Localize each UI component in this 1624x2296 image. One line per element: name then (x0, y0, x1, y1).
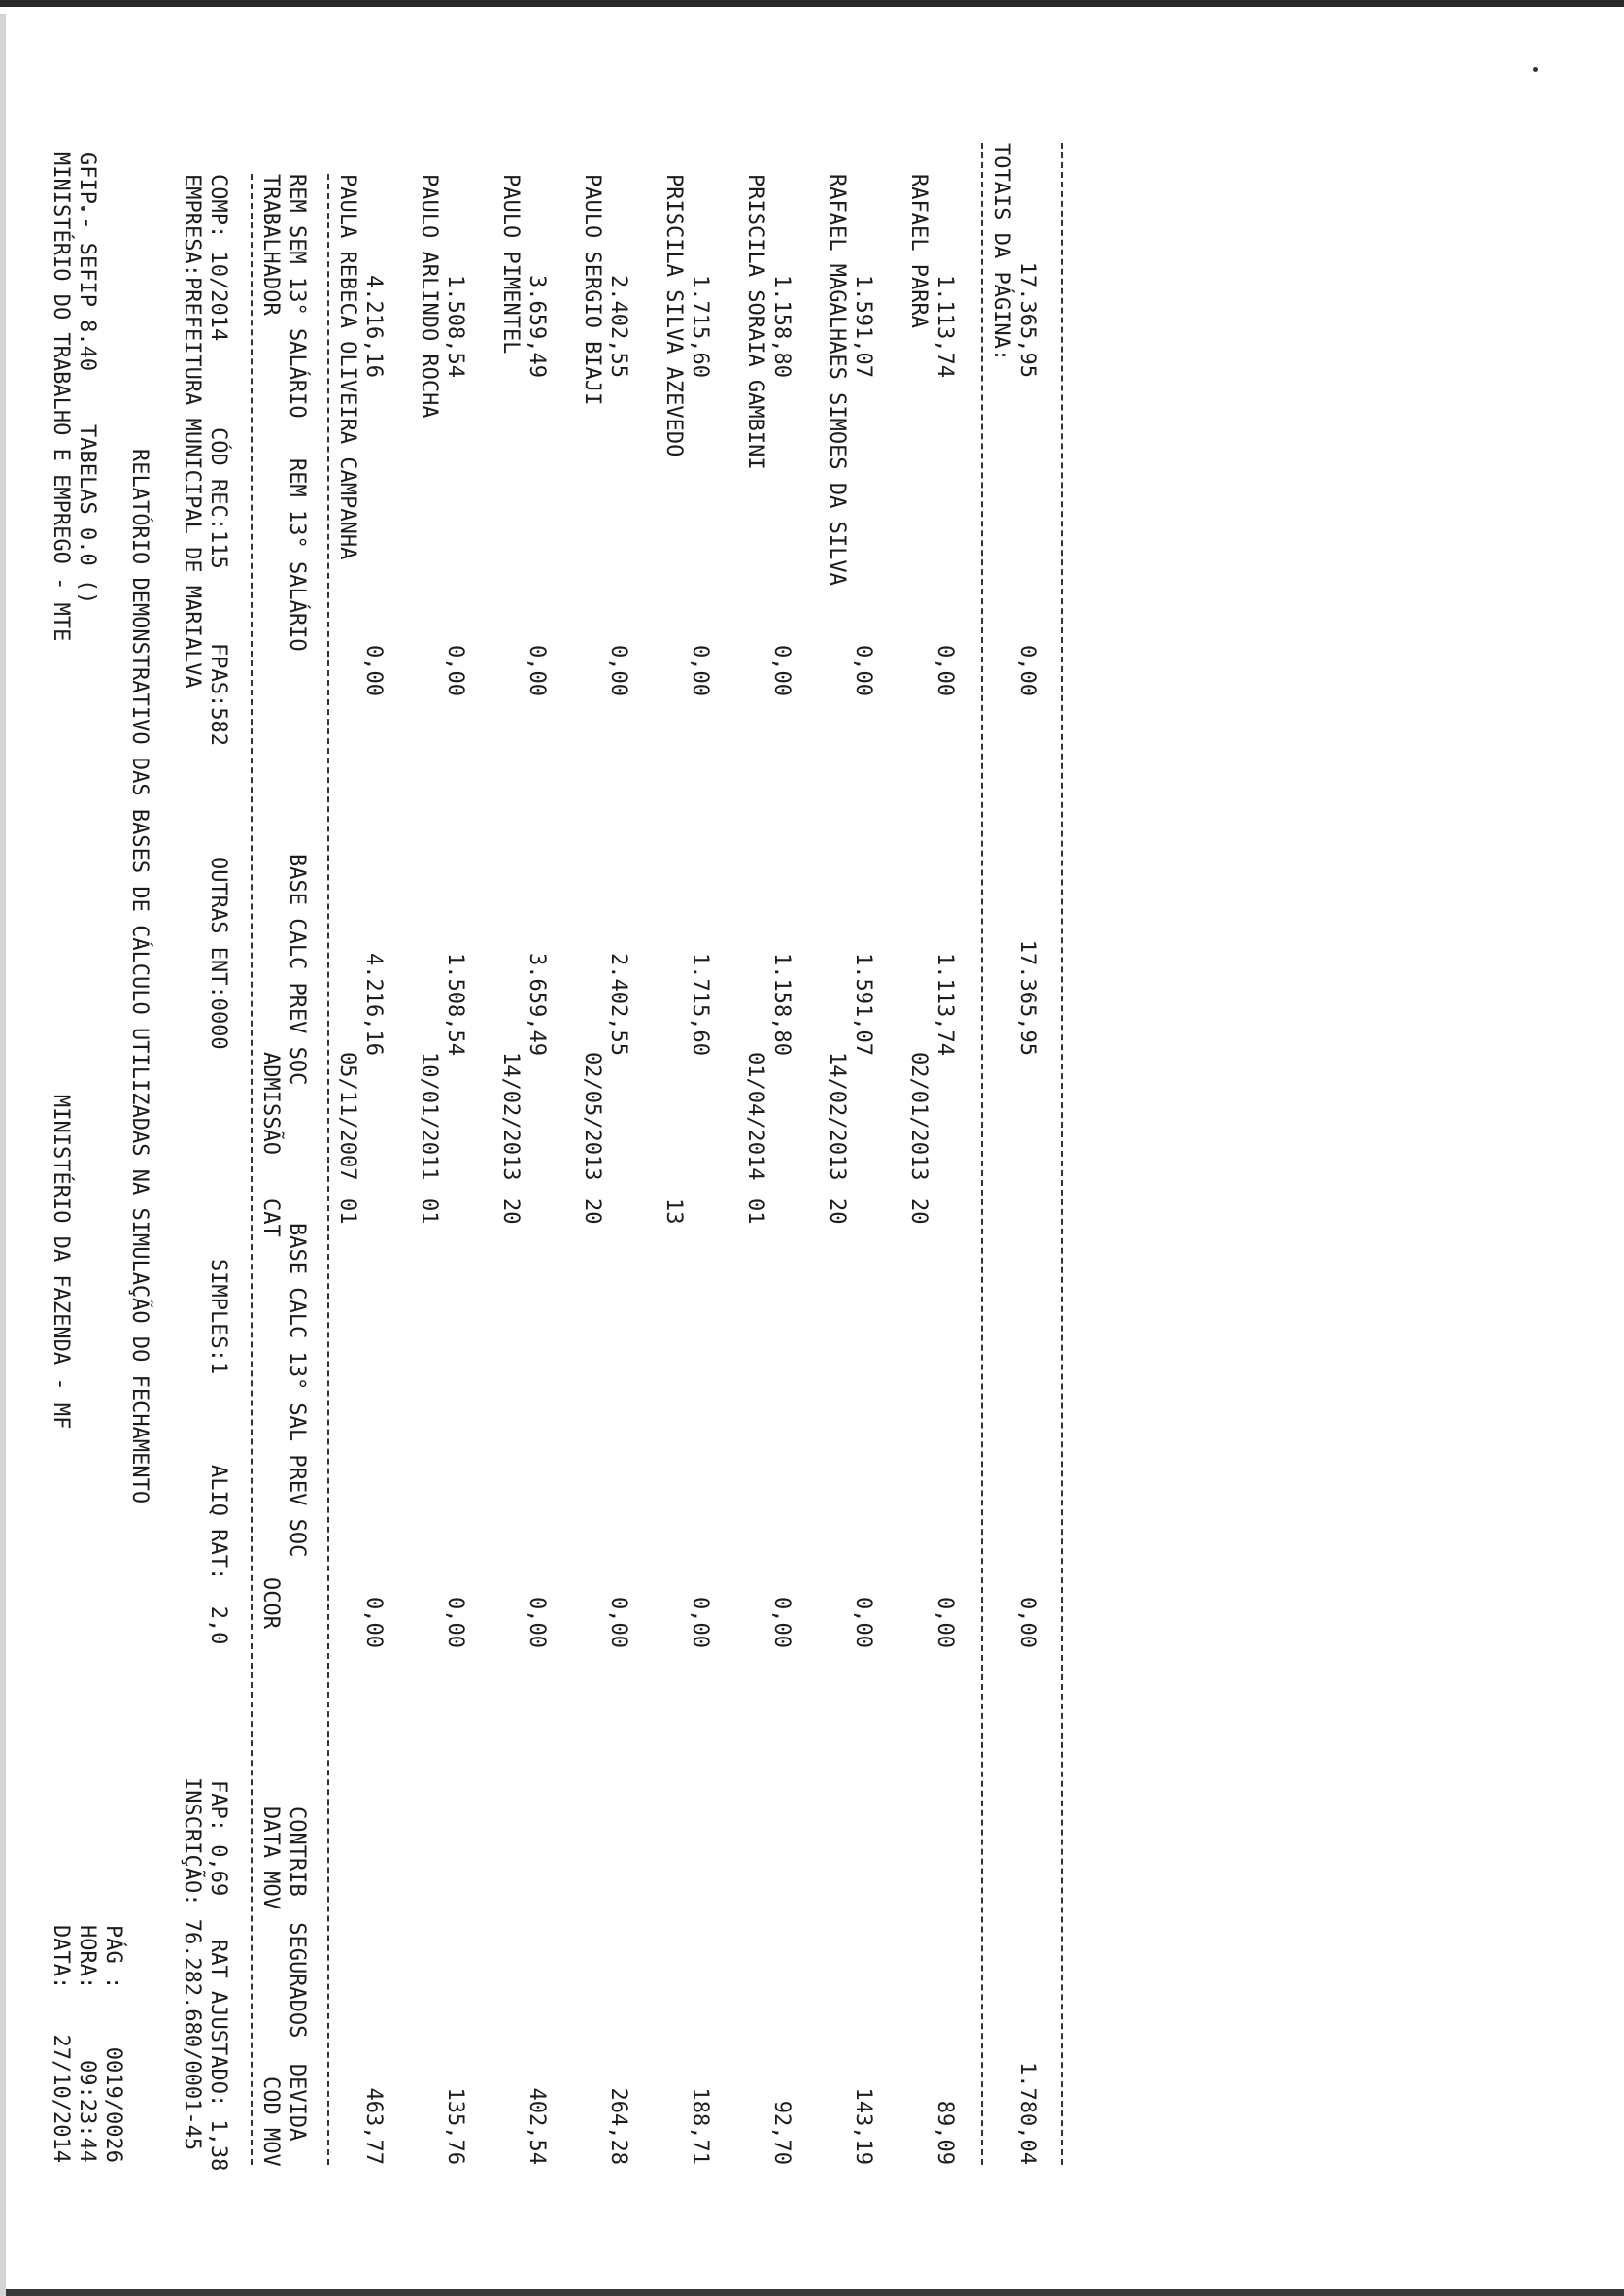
worker-base-13: 0,00 (932, 1597, 957, 1648)
simples-field: SIMPLES:1 (206, 1259, 230, 1375)
header-tables: TABELAS 0.0 () (75, 424, 99, 605)
fpas-field: FPAS:582 (206, 643, 230, 746)
worker-rem-sem-13: 4.216,16 (361, 275, 386, 378)
worker-rem-sem-13: 1.113,74 (932, 275, 957, 378)
worker-admissao: 14/02/2013 (498, 1052, 523, 1181)
col-cod-mov: COD MOV (258, 2077, 283, 2167)
corner-stray-dot (1533, 67, 1538, 72)
worker-cat: 01 (417, 1199, 441, 1225)
worker-rem-13: 0,00 (606, 645, 630, 696)
totals-rem-13: 0,00 (1015, 645, 1039, 696)
worker-base-prev: 2.402,55 (606, 953, 630, 1056)
totals-base-13: 0,00 (1015, 1597, 1039, 1648)
col-base-13: BASE CALC 13° SAL PREV SOC (285, 1223, 309, 1558)
worker-rem-sem-13: 2.402,55 (606, 275, 630, 378)
worker-admissao: 02/05/2013 (580, 1052, 604, 1181)
worker-name: PRISCILA SORAIA GAMBINI (743, 174, 767, 470)
worker-name: PAULO PIMENTEL (498, 174, 523, 355)
col-contrib: CONTRIB SEGURADOS DEVIDA (285, 1806, 309, 2142)
col-cat: CAT (258, 1199, 283, 1237)
worker-base-13: 0,00 (361, 1597, 386, 1648)
worker-rem-13: 0,00 (524, 645, 549, 696)
worker-name: PRISCILA SILVA AZEVEDO (661, 174, 686, 457)
worker-contrib: 402,54 (524, 2087, 549, 2165)
fap-field: FAP: 0,69 (206, 1780, 230, 1897)
worker-contrib: 92,70 (769, 2100, 794, 2165)
col-rem-13: REM 13° SALÁRIO (285, 458, 309, 652)
worker-contrib: 143,19 (851, 2087, 875, 2165)
divider-header (327, 174, 329, 2165)
worker-base-13: 0,00 (688, 1597, 712, 1648)
worker-admissao: 02/01/2013 (906, 1052, 930, 1181)
rat-ajustado-field: RAT AJUSTADO: 1,38 (206, 1940, 230, 2172)
worker-contrib: 89,09 (932, 2100, 957, 2165)
company-name: EMPRESA:PREFEITURA MUNICIPAL DE MARIALVA (180, 174, 204, 689)
divider-bottom (1061, 143, 1063, 2165)
worker-contrib: 463,77 (361, 2087, 386, 2165)
worker-cat: 20 (825, 1199, 849, 1225)
header-page-value: 0019/0026 (101, 2046, 125, 2163)
worker-admissao: 05/11/2007 (335, 1052, 359, 1181)
worker-rem-13: 0,00 (851, 645, 875, 696)
worker-rem-13: 0,00 (769, 645, 794, 696)
worker-contrib: 188,71 (688, 2087, 712, 2165)
worker-base-prev: 1.715,60 (688, 953, 712, 1056)
worker-cat: 01 (335, 1199, 359, 1225)
header-program: GFIP - SEFIP 8.40 (75, 152, 99, 372)
worker-rem-sem-13: 1.715,60 (688, 275, 712, 378)
worker-base-13: 0,00 (606, 1597, 630, 1648)
worker-base-prev: 1.113,74 (932, 953, 957, 1056)
report-title: RELATÓRIO DEMONSTRATIVO DAS BASES DE CÁLCULO UTILIZADAS NA SIMULAÇÃO DO FECHAMENTO (127, 449, 152, 1504)
col-ocor: OCOR (258, 1577, 283, 1629)
worker-rem-13: 0,00 (443, 645, 467, 696)
header-page-label: PÁG : (101, 1925, 125, 1990)
header-ministry-left: MINISTÉRIO DO TRABALHO E EMPREGO - MTE (49, 152, 73, 642)
worker-base-prev: 4.216,16 (361, 953, 386, 1056)
worker-rem-sem-13: 1.158,80 (769, 275, 794, 378)
worker-rem-sem-13: 1.591,07 (851, 275, 875, 378)
worker-base-13: 0,00 (524, 1597, 549, 1648)
rotated-report (0, 7, 1624, 2296)
worker-base-prev: 1.158,80 (769, 953, 794, 1056)
divider-totals (981, 143, 983, 2165)
worker-base-prev: 3.659,49 (524, 953, 549, 1056)
worker-base-13: 0,00 (851, 1597, 875, 1648)
worker-base-prev: 1.508,54 (443, 953, 467, 1056)
worker-cat: 20 (580, 1199, 604, 1225)
aliq-rat-field: ALIQ RAT: 2,0 (206, 1465, 230, 1645)
worker-base-prev: 1.591,07 (851, 953, 875, 1056)
worker-rem-sem-13: 1.508,54 (443, 275, 467, 378)
worker-name: PAULO SERGIO BIAJI (580, 174, 604, 406)
company-inscricao: INSCRIÇÃO: 76.282.680/0001-45 (180, 1777, 204, 2151)
divider-top (251, 174, 253, 2165)
header-date-value: 27/10/2014 (49, 2034, 73, 2163)
col-rem-sem-13: REM SEM 13° SALÁRIO (285, 174, 309, 419)
header-time-value: 09:23:44 (75, 2060, 99, 2163)
worker-name: RAFAEL PARRA (906, 174, 930, 328)
worker-rem-13: 0,00 (361, 645, 386, 696)
worker-admissao: 01/04/2014 (743, 1052, 767, 1181)
worker-admissao: 14/02/2013 (825, 1052, 849, 1181)
worker-cat: 01 (743, 1199, 767, 1225)
outras-ent-field: OUTRAS ENT:0000 (206, 857, 230, 1050)
worker-cat: 20 (498, 1199, 523, 1225)
worker-cat: 13 (661, 1199, 686, 1225)
header-time-label: HORA: (75, 1925, 99, 1990)
totals-rem-sem-13: 17.365,95 (1015, 261, 1039, 378)
worker-name: PAULO ARLINDO ROCHA (417, 174, 441, 419)
worker-base-13: 0,00 (769, 1597, 794, 1648)
col-trabalhador: TRABALHADOR (258, 174, 283, 316)
worker-admissao: 10/01/2011 (417, 1052, 441, 1181)
worker-rem-13: 0,00 (932, 645, 957, 696)
header-date-label: DATA: (49, 1925, 73, 1990)
header-ministry-right: MINISTÉRIO DA FAZENDA - MF (49, 1095, 73, 1430)
totals-base-prev: 17.365,95 (1015, 939, 1039, 1056)
worker-base-13: 0,00 (443, 1597, 467, 1648)
totals-label: TOTAIS DA PÁGINA: (989, 143, 1013, 362)
worker-contrib: 264,28 (606, 2087, 630, 2165)
worker-cat: 20 (906, 1199, 930, 1225)
cod-rec-field: CÓD REC:115 (206, 427, 230, 569)
worker-rem-13: 0,00 (688, 645, 712, 696)
worker-rem-sem-13: 3.659,49 (524, 275, 549, 378)
worker-name: RAFAEL MAGALHAES SIMOES DA SILVA (825, 174, 849, 586)
worker-contrib: 135,76 (443, 2087, 467, 2165)
col-admissao: ADMISSÃO (258, 1052, 283, 1155)
worker-name: PAULA REBECA OLIVEIRA CAMPANHA (335, 174, 359, 560)
col-data-mov: DATA MOV (258, 1806, 283, 1909)
col-base-prev: BASE CALC PREV SOC (285, 854, 309, 1086)
comp-field: COMP: 10/2014 (206, 174, 230, 342)
totals-contrib: 1.780,04 (1015, 2062, 1039, 2165)
